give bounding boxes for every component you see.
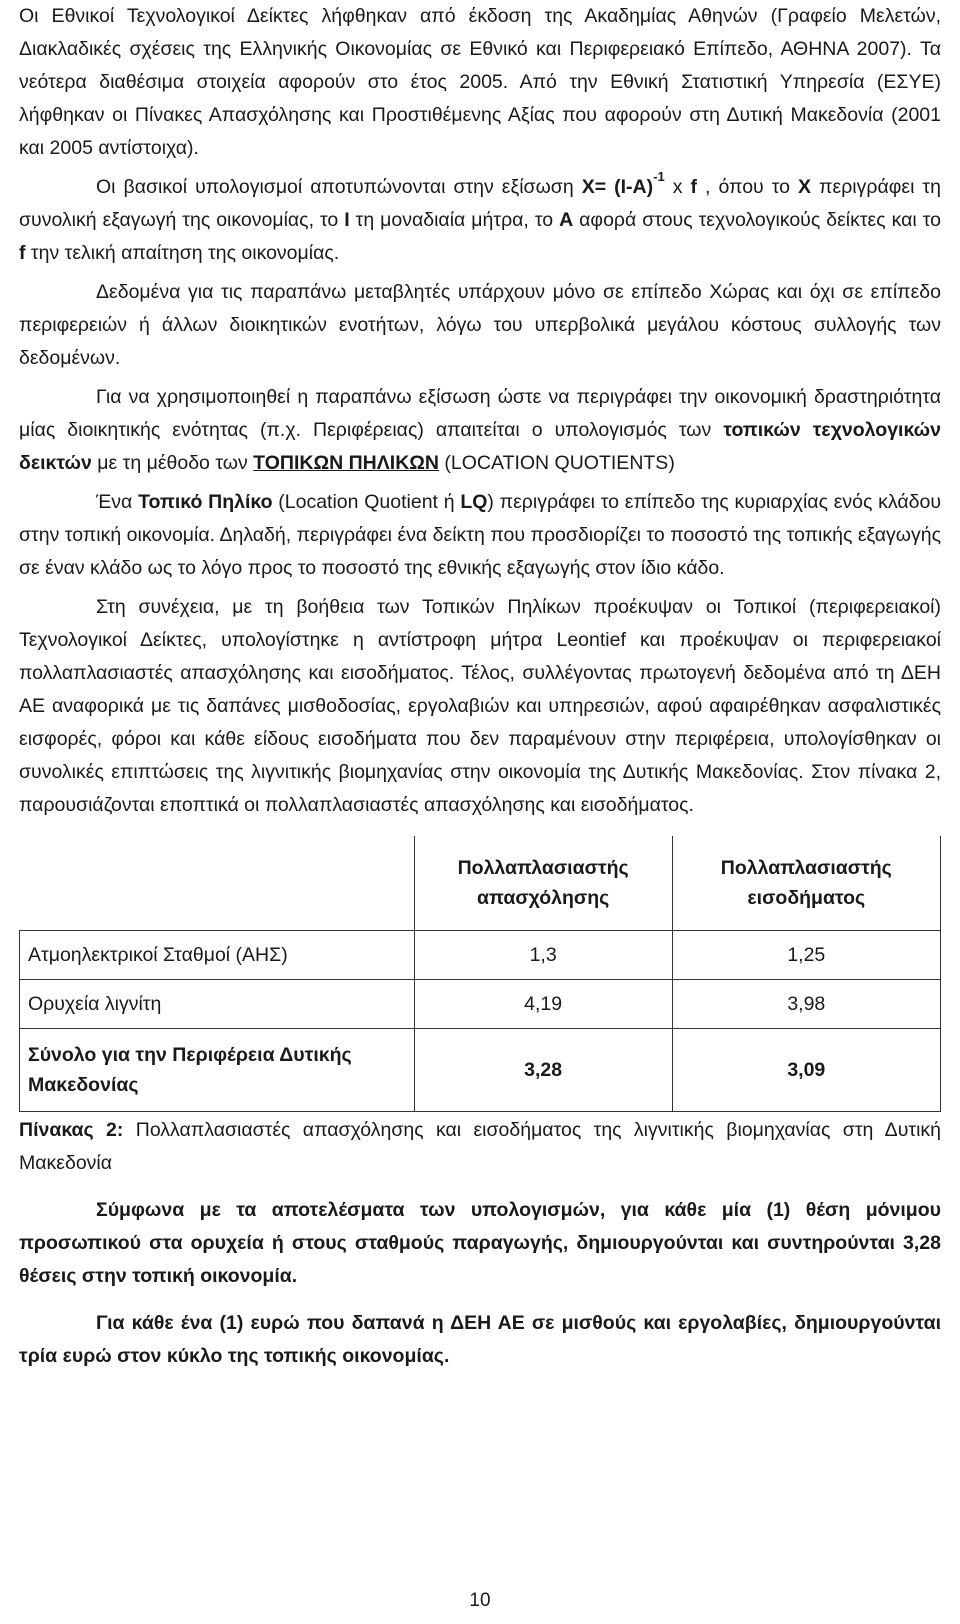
paragraph-multipliers: Στη συνέχεια, με τη βοήθεια των Τοπικών Πηλίκων προέκυψαν οι Τοπικοί (περιφερειακοί) Τεχνολογικοί Δείκτες, υπολογίστηκε η αντίστροφη μήτρα Leontief και προέκυψαν οι περιφερειακοί πολλαπλασιαστές απασχόλησης και εισοδήματος. Τέλος, συλλέγοντας πρωτογενή δεδομένα από τη ΔΕΗ ΑΕ αναφορικά με τις δαπάνες μισθοδοσίας, εργολαβιών και υπηρεσιών, αφού αφαιρέθηκαν ασφαλιστικές εισφορές, φόροι και κάθε είδους εισοδήματα που δεν παραμένουν στην περιφέρεια, υπολογίσθηκαν οι συνολικές επιπτώσεις της λιγνιτικής βιομηχανίας στην οικονομία της Δυτικής Μακεδονίας. Στον πίνακα 2, παρουσιάζονται εποπτικά οι πολλαπλασιαστές απασχόλησης και εισοδήματος. <box>19 596 941 816</box>
header-employment-multiplier: Πολλαπλασιαστής απασχόλησης <box>414 836 672 931</box>
table-caption: Πίνακας 2: Πολλαπλασιαστές απασχόλησης και εισοδήματος της λιγνιτικής βιομηχανίας στη Δυτική Μακεδονία <box>19 1119 941 1174</box>
caption-label: Πίνακας 2: <box>19 1119 124 1141</box>
table-header-empty <box>20 836 415 931</box>
income-value: 1,25 <box>672 931 940 980</box>
table-row <box>20 931 941 980</box>
total-label: Σύνολο για την Περιφέρεια Δυτικής Μακεδονίας <box>20 1029 415 1112</box>
table-row <box>20 980 941 1029</box>
multipliers-table <box>19 836 941 1112</box>
paragraph-equation: Οι βασικοί υπολογισμοί αποτυπώνονται στην εξίσωση $X= (I-A)^{-1}$ x f , όπου το X περιγράφει τη συνολική εξαγωγή της οικονομίας, το I τη μοναδιαία μήτρα, το A αφορά στους τεχνολογικούς δείκτες και το f την τελική απαίτηση της οικονομίας. <box>19 169 941 264</box>
page-number: 10 <box>469 1590 491 1611</box>
total-income-value: 3,09 <box>672 1029 940 1112</box>
header-income-multiplier: Πολλαπλασιαστής εισοδήματος <box>672 836 940 931</box>
row-label: Ορυχεία λιγνίτη <box>20 980 415 1029</box>
paragraph-sources: Οι Εθνικοί Τεχνολογικοί Δείκτες λήφθηκαν από έκδοση της Ακαδημίας Αθηνών (Γραφείο Μελετών, Διακλαδικές σχέσεις της Ελληνικής Οικονομίας σε Εθνικό και Περιφερειακό Επίπεδο, ΑΘΗΝΑ 2007). Τα νεότερα διαθέσιμα στοιχεία αφορούν στο έτος 2005. Από την Εθνική Στατιστική Υπηρεσία (ΕΣΥΕ) λήφθηκαν οι Πίνακες Απασχόλησης και Προστιθέμενης Αξίας που αφορούν στη Δυτική Μακεδονία (2001 και 2005 αντίστοιχα). <box>19 5 941 159</box>
equation: X= (I-A) <box>581 176 654 198</box>
conclusion-employment: Σύμφωνα με τα αποτελέσματα των υπολογισμών, για κάθε μία (1) θέση μόνιμου προσωπικού στα ορυχεία ή στους σταθμούς παραγωγής, δημιουργούνται και συντηρούνται 3,28 θέσεις στην τοπική οικονομία. <box>19 1199 941 1287</box>
employment-value: 1,3 <box>414 931 672 980</box>
conclusion-income: Για κάθε ένα (1) ευρώ που δαπανά η ΔΕΗ ΑΕ σε μισθούς και εργολαβίες, δημιουργούνται τρία ευρώ στον κύκλο της τοπικής οικονομίας. <box>19 1312 941 1367</box>
paragraph-lq-definition: Ένα Τοπικό Πηλίκο (Location Quotient ή LQ) περιγράφει το επίπεδο της κυριαρχίας ενός κλάδου στην τοπική οικονομία. Δηλαδή, περιγράφει ένα δείκτη που προσδιορίζει το ποσοστό της τοπικής εξαγωγής σε έναν κλάδο ως το λόγο προς το ποσοστό της εθνικής εξαγωγής στον ίδιο κάδο. <box>19 491 942 579</box>
table-total-row <box>20 1029 941 1112</box>
document-page <box>19 0 941 1373</box>
multipliers-table-wrapper <box>19 836 941 1112</box>
table-header-row <box>20 836 941 931</box>
income-value: 3,98 <box>672 980 940 1029</box>
paragraph-data-availability: Δεδομένα για τις παραπάνω μεταβλητές υπάρχουν μόνο σε επίπεδο Χώρας και όχι σε επίπεδο περιφερειών ή άλλων διοικητικών ενοτήτων, λόγω του υπερβολικά μεγάλου κόστους συλλογής των δεδομένων. <box>19 281 941 369</box>
paragraph-location-quotients: Για να χρησιμοποιηθεί η παραπάνω εξίσωση ώστε να περιγράφει την οικονομική δραστηριότητα μίας διοικητικής ενότητας (π.χ. Περιφέρειας) απαιτείται ο υπολογισμός των τοπικών τεχνολογικών δεικτών με τη μέθοδο των ΤΟΠΙΚΩΝ ΠΗΛΙΚΩΝ (LOCATION QUOTIENTS) <box>19 386 941 474</box>
row-label: Ατμοηλεκτρικοί Σταθμοί (ΑΗΣ) <box>20 931 415 980</box>
total-employment-value: 3,28 <box>414 1029 672 1112</box>
employment-value: 4,19 <box>414 980 672 1029</box>
equation-exponent: -1 <box>653 169 665 184</box>
